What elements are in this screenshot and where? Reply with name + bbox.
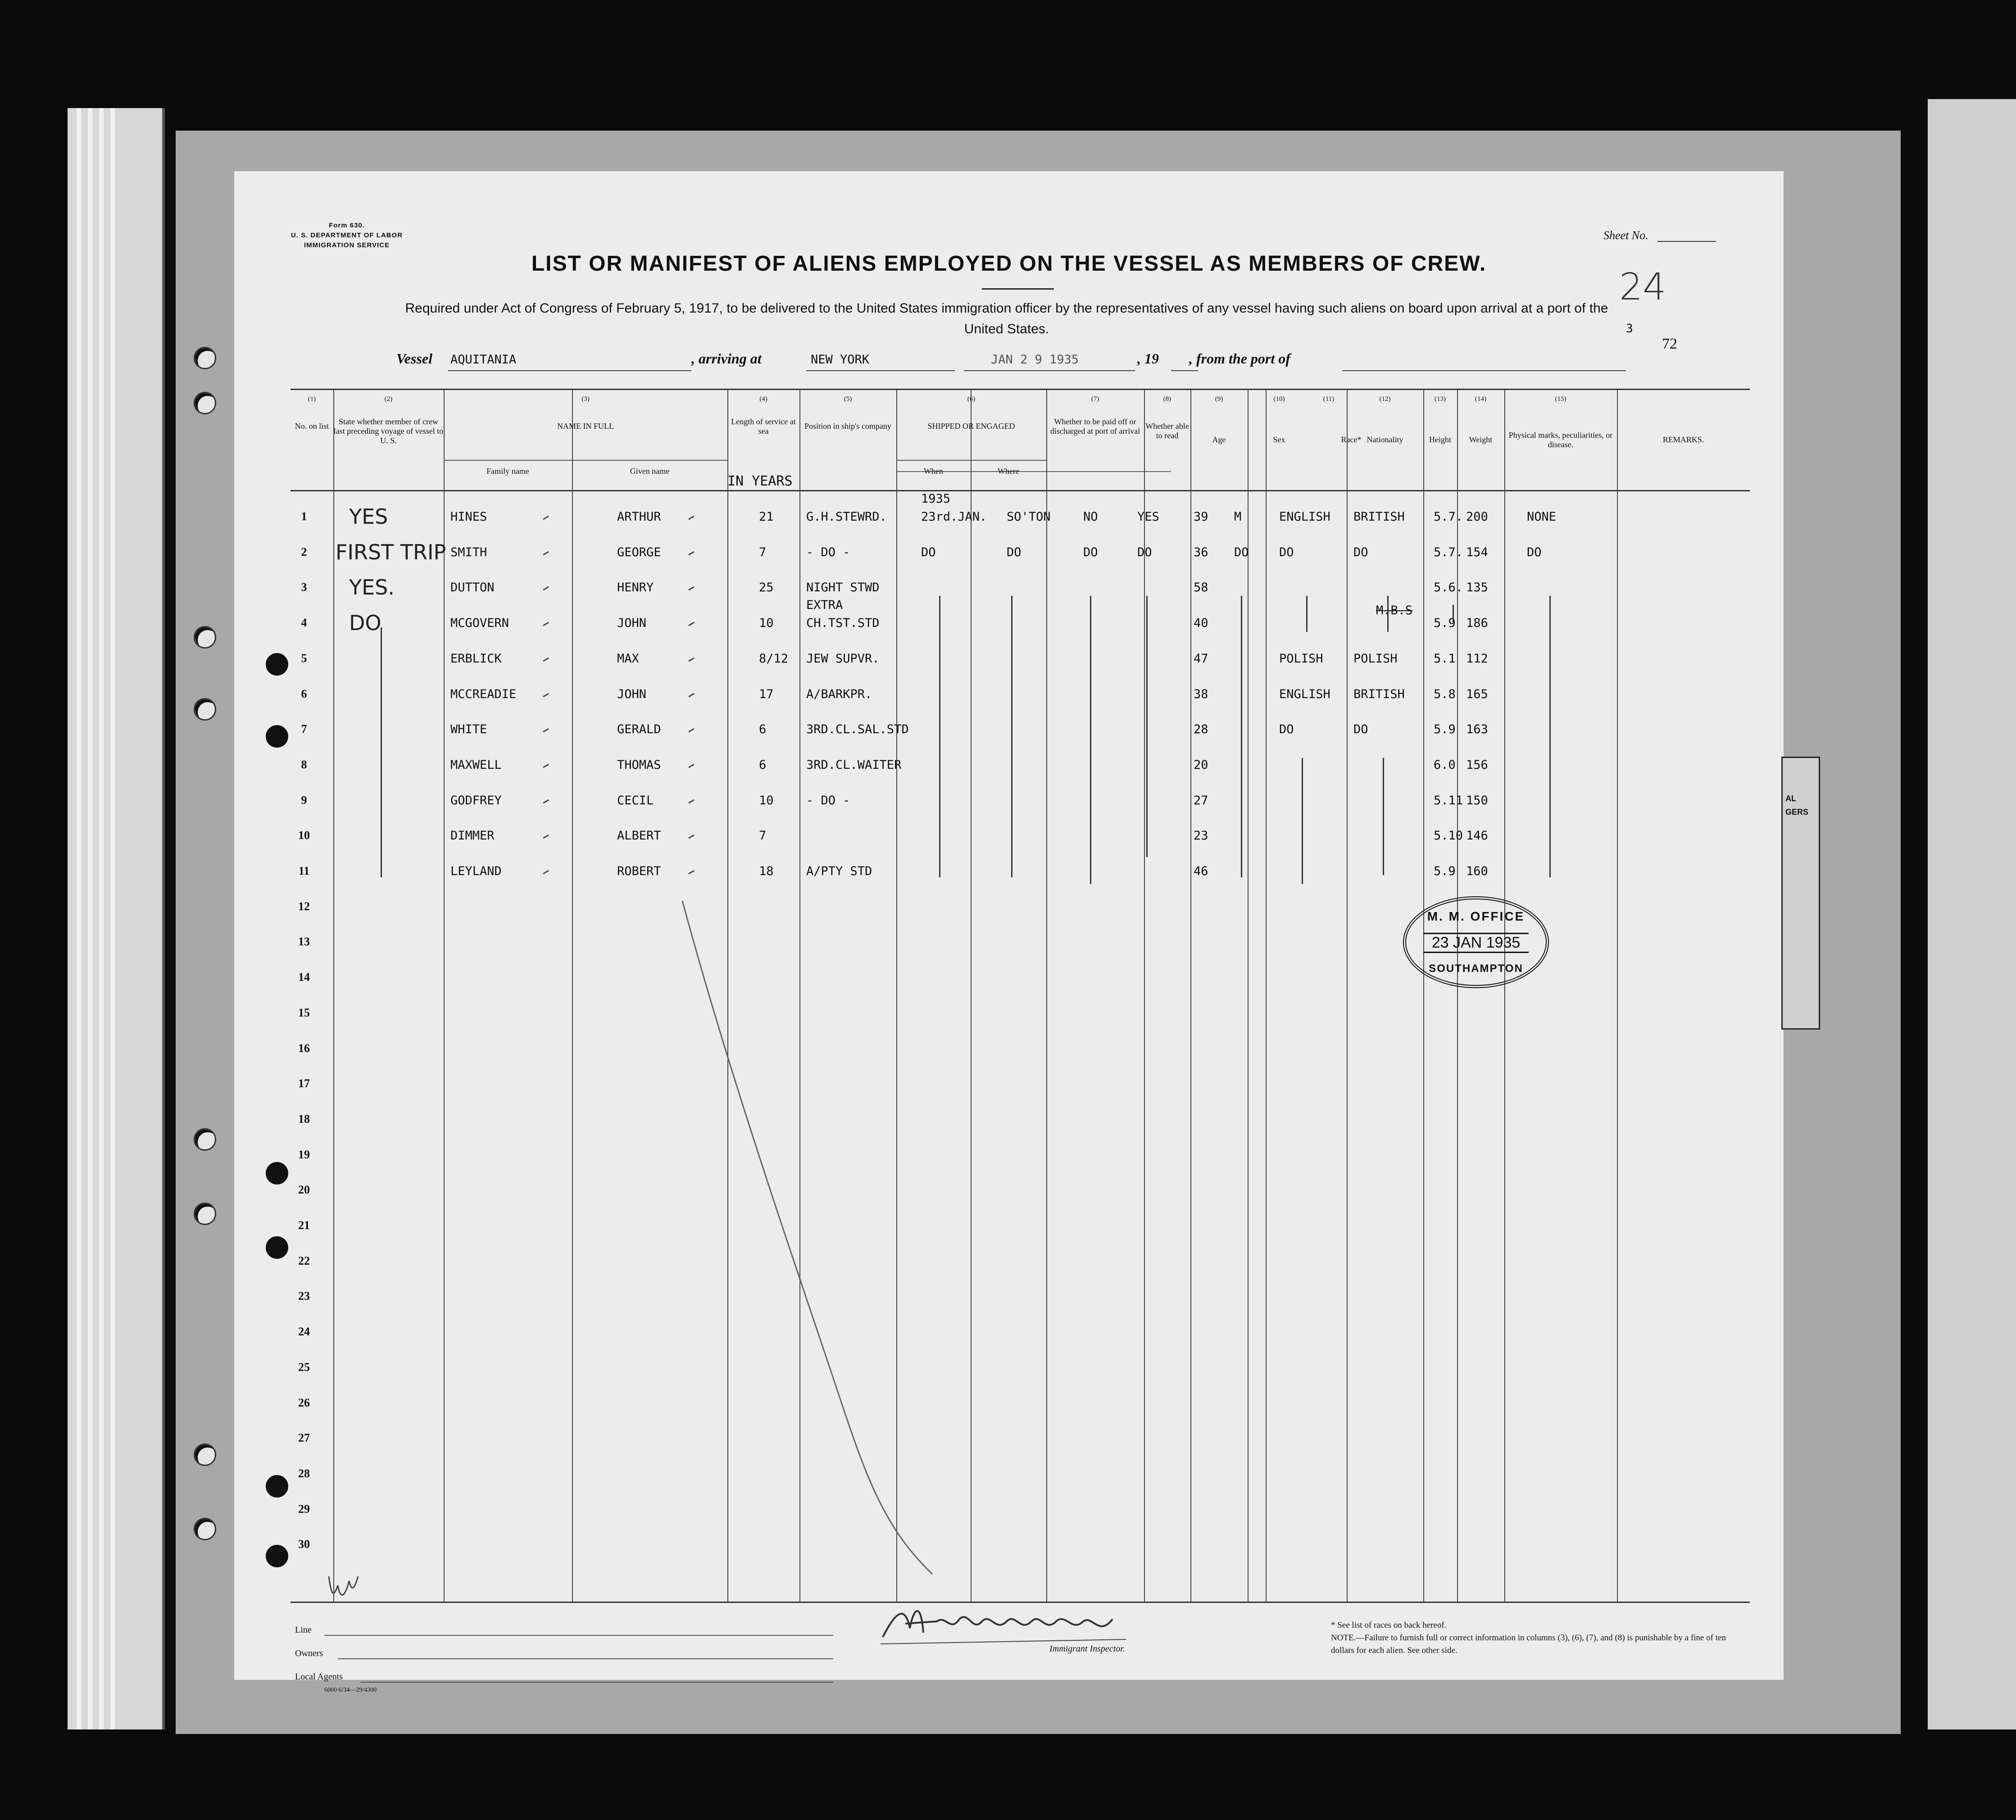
cell-given: ARTHUR [617,510,661,524]
page-number: 72 [1662,336,1677,352]
row-number: 29 [298,1502,310,1516]
page-title: LIST OR MANIFEST OF ALIENS EMPLOYED ON THE VESSEL AS MEMBERS OF CREW. [531,252,1487,276]
cell-service: 21 [759,510,774,524]
check-tick [688,870,695,875]
row-number: 1 [301,510,307,523]
punch-hole [266,1236,288,1259]
vessel-name: AQUITANIA [450,353,517,367]
punch-hole [194,698,216,721]
cell-position: JEW SUPVR. [806,651,880,666]
cell-previous-voyage: YES [349,504,388,529]
table-column-divider [1046,390,1047,1602]
row-number: 15 [298,1006,310,1019]
cell-position: A/PTY STD [806,864,872,878]
check-tick [543,835,549,839]
row-number: 27 [298,1431,310,1445]
print-code: 6000 6/34—29/4300 [324,1687,377,1693]
cell-height: 5.7. [1434,510,1463,524]
cell-service: 6 [759,722,767,737]
cell-read: DO [1137,545,1152,559]
form-service: IMMIGRATION SERVICE [304,241,390,249]
ditto-line [1090,596,1091,884]
table-column-divider [1504,390,1505,1602]
ditto-line [1383,758,1384,875]
page-subtitle: Required under Act of Congress of February 5, 1917, to be delivered to the United States immigration officer by the representatives of any vessel having such aliens on board upon arrival at a port of the United States. [405,301,1608,336]
cell-age: 47 [1194,651,1208,666]
cell-nationality: DO [1353,722,1368,737]
row-number: 9 [301,793,307,807]
arrival-port: NEW YORK [811,353,870,367]
column-number: (12) [1379,395,1391,403]
column-header: Length of service at sea [731,417,796,436]
check-tick [543,870,549,875]
cell-given: JOHN [617,616,647,631]
vessel-label: Vessel [396,350,432,367]
cell-nationality: BRITISH [1353,510,1405,524]
cell-race: DO [1279,545,1294,559]
cell-family: ERBLICK [450,651,502,666]
row-number: 18 [298,1112,310,1126]
cell-family: SMITH [450,545,487,559]
row-number: 4 [301,616,307,630]
form-department: U. S. DEPARTMENT OF LABOR [291,231,403,239]
check-tick [543,657,549,662]
cell-age: 28 [1194,722,1208,737]
row-number: 6 [301,687,307,700]
column-subheader: When [924,467,943,476]
check-tick [543,622,549,626]
table-column-divider [1457,390,1458,1602]
cell-weight: 150 [1466,793,1488,808]
cell-race: POLISH [1279,651,1323,666]
cell-previous-voyage: FIRST TRIP [336,540,446,564]
line-label: Line [295,1625,312,1635]
cell-weight: 186 [1466,616,1488,631]
column-header: Race* [1341,435,1362,444]
cell-when: DO [921,545,936,559]
cell-given: GEORGE [617,545,661,559]
column-number: (8) [1163,395,1171,403]
check-tick [543,586,549,591]
column-number: (3) [581,395,590,403]
cell-age: 39 [1194,510,1208,524]
races-note: * See list of races on back hereof. [1331,1620,1447,1630]
vessel-underline [448,370,691,371]
cell-weight: 165 [1466,687,1488,701]
check-tick [543,799,549,803]
cell-age: 58 [1194,581,1208,595]
cell-height: 5.1 [1434,651,1456,666]
column-header: Whether able to read [1145,422,1189,440]
cell-given: ROBERT [617,864,661,878]
ditto-line [1453,605,1454,623]
punch-hole [266,1162,288,1185]
row-number: 26 [298,1396,310,1409]
ditto-line [1387,596,1389,632]
owners-label: Owners [295,1648,323,1658]
cell-previous-voyage: DO [349,611,381,635]
cell-family: GODFREY [450,793,502,808]
row-number: 7 [301,722,307,736]
check-tick [688,657,695,662]
column-header: Nationality [1367,435,1403,444]
crew-table [291,389,1750,1603]
column-header: Weight [1469,435,1493,444]
row-number: 25 [298,1360,310,1374]
cell-family: MCGOVERN [450,616,509,631]
year-label: , 19 [1137,350,1159,367]
check-tick [543,551,549,555]
cell-nationality-struck: M.B.S [1376,604,1413,618]
ditto-line [1011,596,1013,877]
cell-height: 5.6. [1434,581,1463,595]
column-header: Height [1429,435,1451,444]
punch-hole [266,725,288,748]
sheet-number-line [1657,241,1716,242]
handwritten-number: 24 [1619,266,1666,309]
cell-height: 5.10 [1434,829,1463,843]
owners-underline [338,1658,833,1659]
cell-service: 25 [759,581,774,595]
row-number: 5 [301,651,307,665]
stamp-location: SOUTHAMPTON [1429,962,1523,975]
check-tick [688,835,695,839]
cell-age: 27 [1194,793,1208,808]
cell-family: MAXWELL [450,758,502,772]
cell-given: ALBERT [617,829,661,843]
ditto-line [1146,596,1148,857]
punch-hole [194,1203,216,1225]
cell-family: DIMMER [450,829,495,843]
check-tick [688,586,695,591]
from-port-label: , from the port of [1189,350,1290,367]
cell-family: HINES [450,510,487,524]
column-subheader: Family name [486,467,529,476]
cell-height: 5.7. [1434,545,1463,559]
cell-marks: DO [1527,545,1542,559]
check-tick [543,516,549,520]
ditto-line [1549,596,1551,877]
cell-age: 20 [1194,758,1208,772]
cell-nationality: DO [1353,545,1368,559]
column-header: No. on list [295,422,329,431]
row-number: 10 [298,829,310,842]
cell-height: 5.9 [1434,864,1456,878]
cell-weight: 112 [1466,651,1488,666]
cell-position: CH.TST.STD [806,616,880,631]
column-number: (4) [759,395,767,403]
column-header: Age [1212,435,1226,444]
attached-tab [1781,757,1820,1030]
cell-weight: 200 [1466,510,1488,524]
table-column-divider [1144,390,1145,1602]
arriving-label: , arriving at [691,350,762,367]
ditto-line [1241,596,1242,877]
row-number: 17 [298,1077,310,1090]
tab-text-2: GERS [1785,808,1809,817]
cell-weight: 135 [1466,581,1488,595]
cell-position: - DO - [806,545,850,559]
check-tick [688,516,695,520]
agents-underline [360,1682,833,1683]
column-number: (11) [1323,395,1335,403]
row-number: 14 [298,971,310,984]
row-number: 28 [298,1466,310,1480]
pencil-cancel-line [676,896,946,1581]
cell-given: CECIL [617,793,654,808]
stamp-office: M. M. OFFICE [1427,909,1525,923]
column-number: (15) [1555,395,1566,403]
column-header: Whether to be paid off or discharged at port of arrival [1050,417,1140,436]
cell-race: ENGLISH [1279,510,1330,524]
cell-service: 7 [759,829,767,843]
cell-height: 5.8 [1434,687,1456,701]
row-number: 8 [301,758,307,771]
cell-race: DO [1279,722,1294,737]
check-tick [543,693,549,697]
ditto-line [381,627,382,877]
column-number: (5) [844,395,852,403]
cell-age: 23 [1194,829,1208,843]
cell-weight: 163 [1466,722,1488,737]
cell-previous-voyage: YES. [349,575,395,600]
cell-service: 10 [759,793,774,808]
cell-height: 5.9 [1434,722,1456,737]
cell-sex: M [1234,510,1242,524]
cell-height: 5.9 [1434,616,1456,631]
cell-when-year: 1935 [921,492,951,506]
cell-position-extra: EXTRA [806,598,843,613]
cell-age: 46 [1194,864,1208,878]
row-number: 12 [298,899,310,913]
row-number: 20 [298,1183,310,1197]
row-number: 13 [298,935,310,949]
cell-service: 8/12 [759,651,789,666]
check-tick [688,764,695,768]
margin-mark: 3 [1626,322,1633,336]
cell-service: 18 [759,864,774,878]
cell-age: 38 [1194,687,1208,701]
table-column-divider [1423,390,1424,1602]
cell-position: - DO - [806,793,850,808]
sheet-number-label: Sheet No. [1603,229,1648,242]
table-column-divider [971,390,972,1602]
check-tick [688,551,695,555]
inspector-signature [878,1601,1131,1651]
cell-position: 3RD.CL.SAL.STD [806,722,909,737]
column-number: (10) [1273,395,1285,403]
check-tick [543,728,549,733]
cell-race: ENGLISH [1279,687,1330,701]
cell-weight: 156 [1466,758,1488,772]
cell-where: DO [1007,545,1022,559]
service-units-note: IN YEARS [727,473,793,489]
cell-service: 6 [759,758,767,772]
cell-paid-off: DO [1083,545,1098,559]
column-header: SHIPPED OR ENGAGED [927,422,1015,431]
cell-marks: NONE [1527,510,1557,524]
handwritten-initial [324,1572,360,1603]
cell-sex: DO [1234,545,1249,559]
cell-family: MCCREADIE [450,687,517,701]
row-number: 30 [298,1538,310,1551]
footer-notes [1331,1619,1736,1657]
cell-family: WHITE [450,722,487,737]
binder-right-edge [1928,99,2016,1729]
cell-service: 7 [759,545,767,559]
local-agents-label: Local Agents [295,1672,343,1682]
column-header: Physical marks, peculiarities, or disease. [1508,431,1613,449]
penalty-note: NOTE.—Failure to furnish full or correct information in columns (3), (6), (7), and (8) is punishable by a fine of ten dollars for each alien. See other side. [1331,1633,1726,1655]
column-number: (9) [1215,395,1223,403]
cell-read: YES [1137,510,1159,524]
cell-given: JOHN [617,687,647,701]
column-number: (13) [1435,395,1446,403]
punch-hole [194,1443,216,1466]
column-header: REMARKS. [1662,435,1704,444]
date-stamp: JAN 2 9 1935 [991,353,1079,367]
tab-text-1: AL [1785,794,1796,803]
table-column-divider [444,390,445,1602]
cell-position: NIGHT STWD [806,581,880,595]
table-column-divider [1248,390,1249,1602]
column-header: NAME IN FULL [557,422,614,431]
row-number: 24 [298,1325,310,1339]
check-tick [688,622,695,626]
punch-hole [266,1475,288,1498]
ditto-line [1302,758,1303,884]
cell-given: GERALD [617,722,661,737]
cell-position: G.H.STEWRD. [806,510,887,524]
ditto-line [939,596,940,877]
cell-when: 23rd.JAN. [921,510,987,524]
table-column-divider [1190,390,1191,1602]
column-subheader: Given name [630,467,670,476]
cell-position: A/BARKPR. [806,687,872,701]
table-column-divider [1266,390,1267,1602]
line-underline [324,1635,833,1636]
column-number: (1) [308,395,316,403]
column-number: (14) [1475,395,1486,403]
cell-family: DUTTON [450,581,495,595]
column-header: Position in ship's company [804,422,891,431]
cell-age: 36 [1194,545,1208,559]
cell-where: SO'TON [1007,510,1051,524]
row-number: 2 [301,545,307,558]
year-underline [1171,370,1198,371]
check-tick [688,728,695,733]
cell-service: 10 [759,616,774,631]
cell-age: 40 [1194,616,1208,631]
cell-paid-off: NO [1083,510,1098,524]
row-number: 11 [298,864,310,877]
column-header: State whether member of crew last preceding voyage of vessel to U. S. [333,417,444,445]
column-header: Sex [1273,435,1285,444]
date-underline [964,370,1135,371]
cell-weight: 154 [1466,545,1488,559]
cell-nationality: BRITISH [1353,687,1405,701]
table-column-divider [1617,390,1618,1602]
punch-hole [266,1545,288,1567]
cell-weight: 160 [1466,864,1488,878]
cell-given: MAX [617,651,639,666]
table-column-divider [1347,390,1348,1602]
port-underline [806,370,955,371]
punch-hole [194,626,216,649]
stamp-date: 23 JAN 1935 [1423,933,1529,953]
table-column-divider [333,390,334,1602]
binder-left-edge [68,108,165,1729]
row-number: 21 [298,1219,310,1232]
row-number: 22 [298,1254,310,1267]
check-tick [688,693,695,697]
cell-nationality: POLISH [1353,651,1398,666]
cell-family: LEYLAND [450,864,502,878]
row-number: 23 [298,1289,310,1303]
punch-hole [194,1518,216,1540]
column-number: (6) [967,395,976,403]
cell-weight: 146 [1466,829,1488,843]
punch-hole [194,392,216,414]
row-number: 3 [301,581,307,594]
cell-height: 6.0 [1434,758,1456,772]
title-rule [982,288,1054,290]
column-number: (7) [1091,395,1099,403]
check-tick [688,799,695,803]
form-identifier [270,221,423,250]
row-number: 19 [298,1148,310,1161]
cell-position: 3RD.CL.WAITER [806,758,902,772]
row-number: 16 [298,1041,310,1055]
cell-given: THOMAS [617,758,661,772]
inspector-caption: Immigrant Inspector. [1049,1644,1125,1654]
office-stamp [1403,896,1549,988]
cell-given: HENRY [617,581,654,595]
ditto-line [1306,596,1308,632]
punch-hole [194,1128,216,1151]
check-tick [543,764,549,768]
punch-hole [266,653,288,676]
column-subheader: Where [998,467,1019,476]
cell-service: 17 [759,687,774,701]
cell-height: 5.11 [1434,793,1463,808]
column-number: (2) [384,395,393,403]
from-port-underline [1342,370,1626,371]
form-number: Form 630. [329,222,365,229]
punch-hole [194,347,216,369]
